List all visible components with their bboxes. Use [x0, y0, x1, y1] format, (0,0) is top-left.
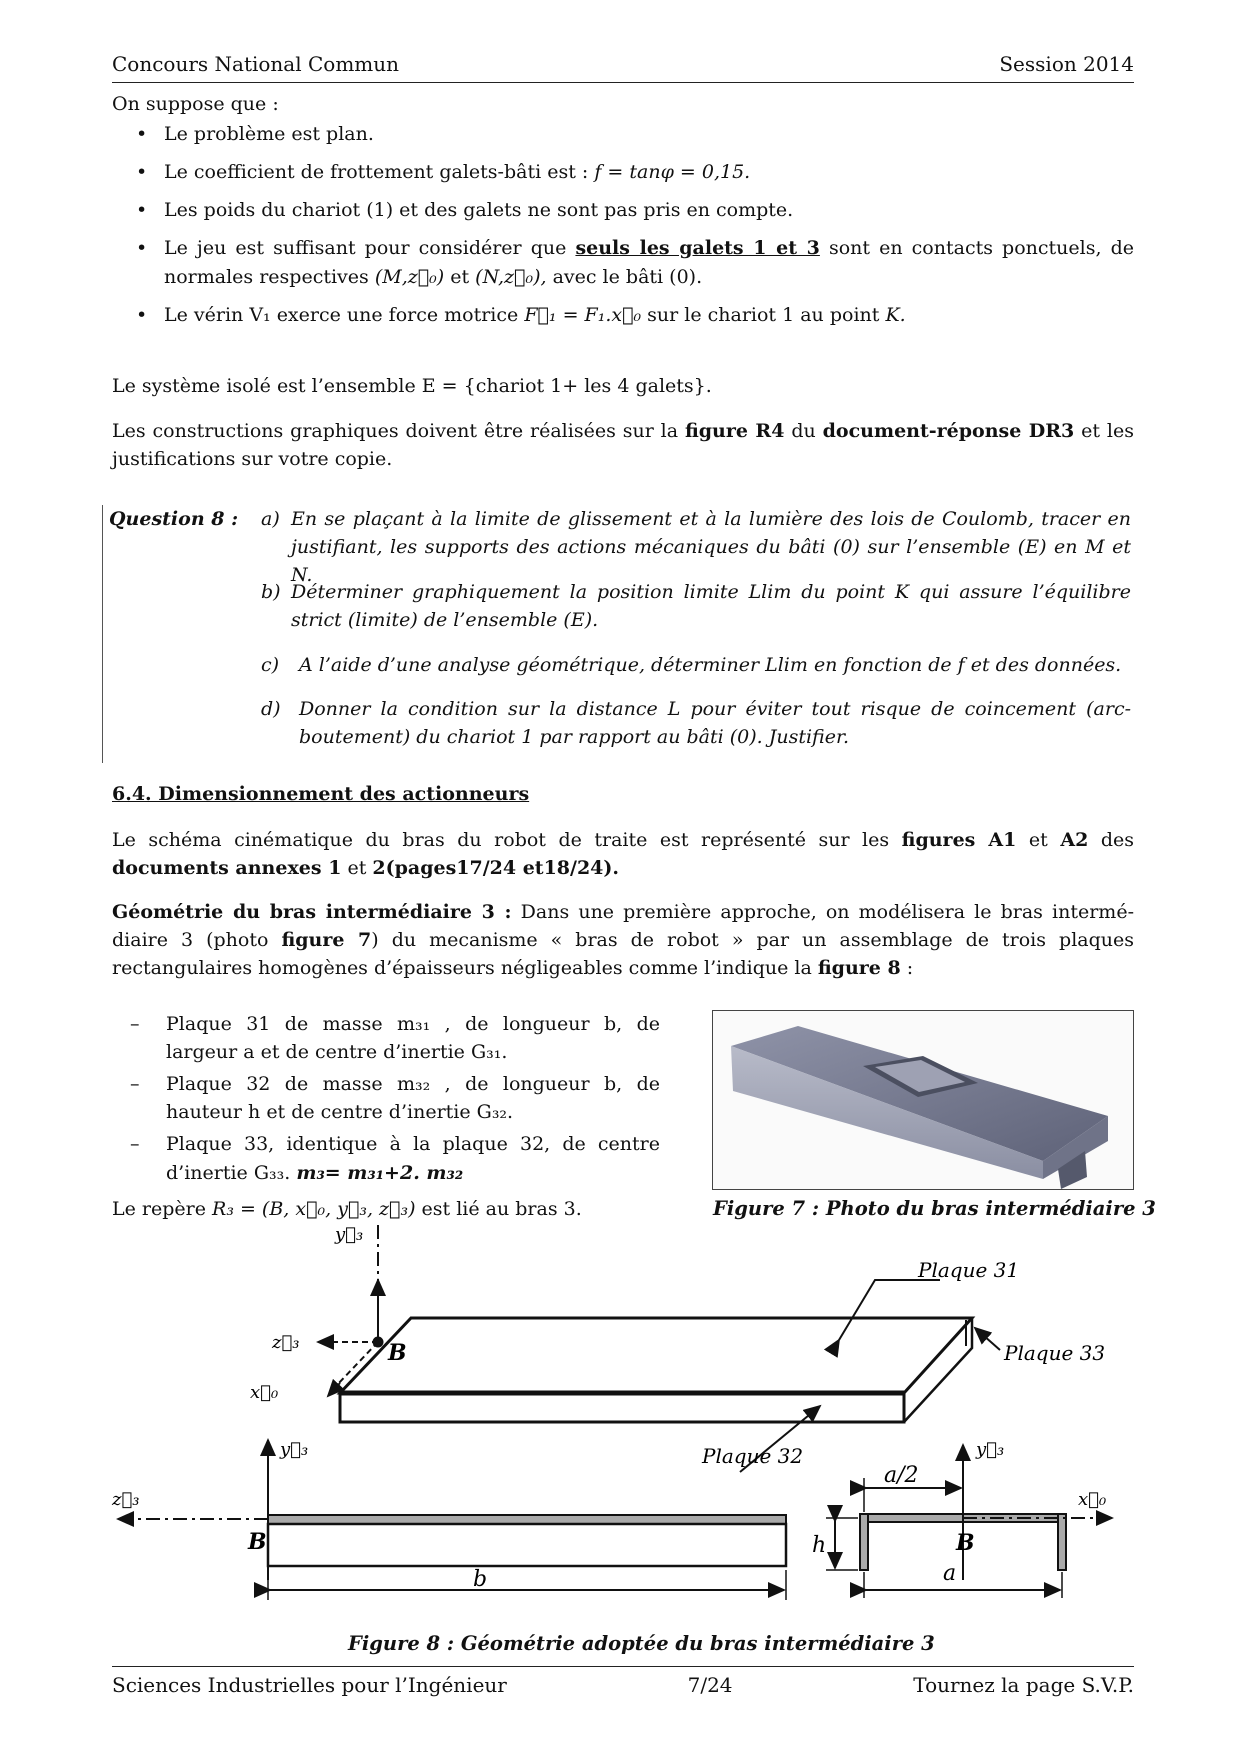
plaque-31-label: Plaque 31	[918, 1258, 1020, 1282]
list-item: • Le vérin V₁ exerce une force motrice F⃗₁ = F₁.x⃗₀ sur le chariot 1 au point K.	[112, 301, 1134, 329]
side-b-label: B	[248, 1529, 267, 1555]
intro-text: On suppose que :	[112, 93, 279, 115]
question-8-block	[102, 505, 1135, 763]
list-item: – Plaque 32 de masse m₃₂ , de longueur b, de hauteur h et de centre d’inertie G₃₂.	[112, 1070, 660, 1126]
page-number: 7/24	[687, 1673, 733, 1697]
dim-b-label: b	[473, 1567, 488, 1592]
frame-text: Le repère R₃ = (B, x⃗₀, y⃗₃, z⃗₃) est lié au bras 3.	[112, 1197, 582, 1220]
plates-block	[112, 1010, 660, 1223]
kinematic-paragraph: Le schéma cinématique du bras du robot de traite est représenté sur les figures A1 et A2 des documents annexes 1 et 2(pages17/24 et18/24).	[112, 829, 1134, 880]
assumptions-block	[112, 90, 1134, 339]
point-b-label: B	[388, 1340, 407, 1366]
question-label: Question 8 :	[109, 508, 239, 530]
assumption-list	[112, 120, 1134, 329]
dim-h-label: h	[812, 1533, 827, 1558]
isolated-system-text: Le système isolé est l’ensemble E = {chariot 1+ les 4 galets}.	[112, 375, 712, 397]
header-right: Session 2014	[999, 52, 1134, 76]
question-item-c: c) A l’aide d’une analyse géométrique, déterminer Llim en fonction de f et des données.	[261, 654, 1122, 676]
plaque-33-label: Plaque 33	[1004, 1341, 1106, 1365]
figure-7-caption: Figure 7 : Photo du bras intermédiaire 3	[713, 1197, 1156, 1220]
y3-label: y⃗₃	[335, 1224, 364, 1245]
list-item: • Les poids du chariot (1) et des galets ne sont pas pris en compte.	[112, 196, 1134, 224]
figure-7-photo	[712, 1010, 1134, 1190]
question-item-d: d) Donner la condition sur la distance L pour éviter tout risque de coincement (arc-boutement) du chariot 1 par rapport au bâti (0). Justifier.	[261, 698, 1131, 749]
list-item: • Le coefficient de frottement galets-bâti est : f = tanφ = 0,15.	[112, 158, 1134, 186]
list-item: • Le jeu est suffisant pour considérer que seuls les galets 1 et 3 sont en contacts ponctuels, de normales respectives (M,z⃗₀) et (N,z⃗₀), avec le bâti (0).	[112, 234, 1134, 290]
page-header	[112, 50, 1134, 83]
page-footer	[112, 1666, 1134, 1701]
isometric-view	[318, 1225, 1000, 1472]
side-z3-label: z⃗₃	[112, 1489, 140, 1510]
dim-a-label: a	[943, 1561, 957, 1586]
front-x0-label: x⃗₀	[1078, 1489, 1107, 1510]
plaque-32-label: Plaque 32	[702, 1444, 804, 1468]
side-y3-label: y⃗₃	[280, 1439, 309, 1460]
header-left: Concours National Commun	[112, 52, 400, 76]
x0-label: x⃗₀	[250, 1382, 279, 1403]
footer-left: Sciences Industrielles pour l’Ingénieur	[112, 1673, 507, 1697]
dim-a2-label: a/2	[884, 1463, 919, 1488]
figure-8-caption: Figure 8 : Géométrie adoptée du bras intermédiaire 3	[348, 1632, 935, 1655]
geometry-paragraph: Géométrie du bras intermédiaire 3 : Dans une première approche, on modélisera le bras intermé-diaire 3 (photo figure 7) du mecanisme « bras de robot » par un assemblage de trois plaques rectangulaires homogènes d’épaisseurs négligeables comme l’indique la figure 8 :	[112, 901, 1134, 980]
plates-list	[112, 1010, 660, 1187]
side-view	[118, 1440, 786, 1600]
z3-label: z⃗₃	[272, 1332, 300, 1353]
front-b-label: B	[956, 1530, 975, 1556]
figure-8-drawing	[100, 1224, 1140, 1640]
footer-right: Tournez la page S.V.P.	[913, 1673, 1134, 1697]
question-item-b: b) Déterminer graphiquement la position limite Llim du point K qui assure l’équilibre strict (limite) de l’ensemble (E).	[261, 581, 1131, 632]
question-item-a: a) En se plaçant à la limite de glissement et à la lumière des lois de Coulomb, tracer en justifiant, les supports des actions mécaniques du bâti (0) sur l’ensemble (E) en M et N.	[261, 508, 1131, 587]
section-title: 6.4. Dimensionnement des actionneurs	[112, 783, 530, 805]
list-item: • Le problème est plan.	[112, 120, 1134, 148]
list-item: – Plaque 33, identique à la plaque 32, de centre d’inertie G₃₃. m₃= m₃₁+2. m₃₂	[112, 1130, 660, 1186]
constructions-paragraph: Les constructions graphiques doivent être réalisées sur la figure R4 du document-réponse DR3 et les justifications sur votre copie.	[112, 420, 1134, 471]
arm-photo-illustration	[713, 1011, 1133, 1189]
front-y3-label: y⃗₃	[976, 1439, 1005, 1460]
list-item: – Plaque 31 de masse m₃₁ , de longueur b, de largeur a et de centre d’inertie G₃₁.	[112, 1010, 660, 1066]
front-view	[826, 1445, 1112, 1598]
